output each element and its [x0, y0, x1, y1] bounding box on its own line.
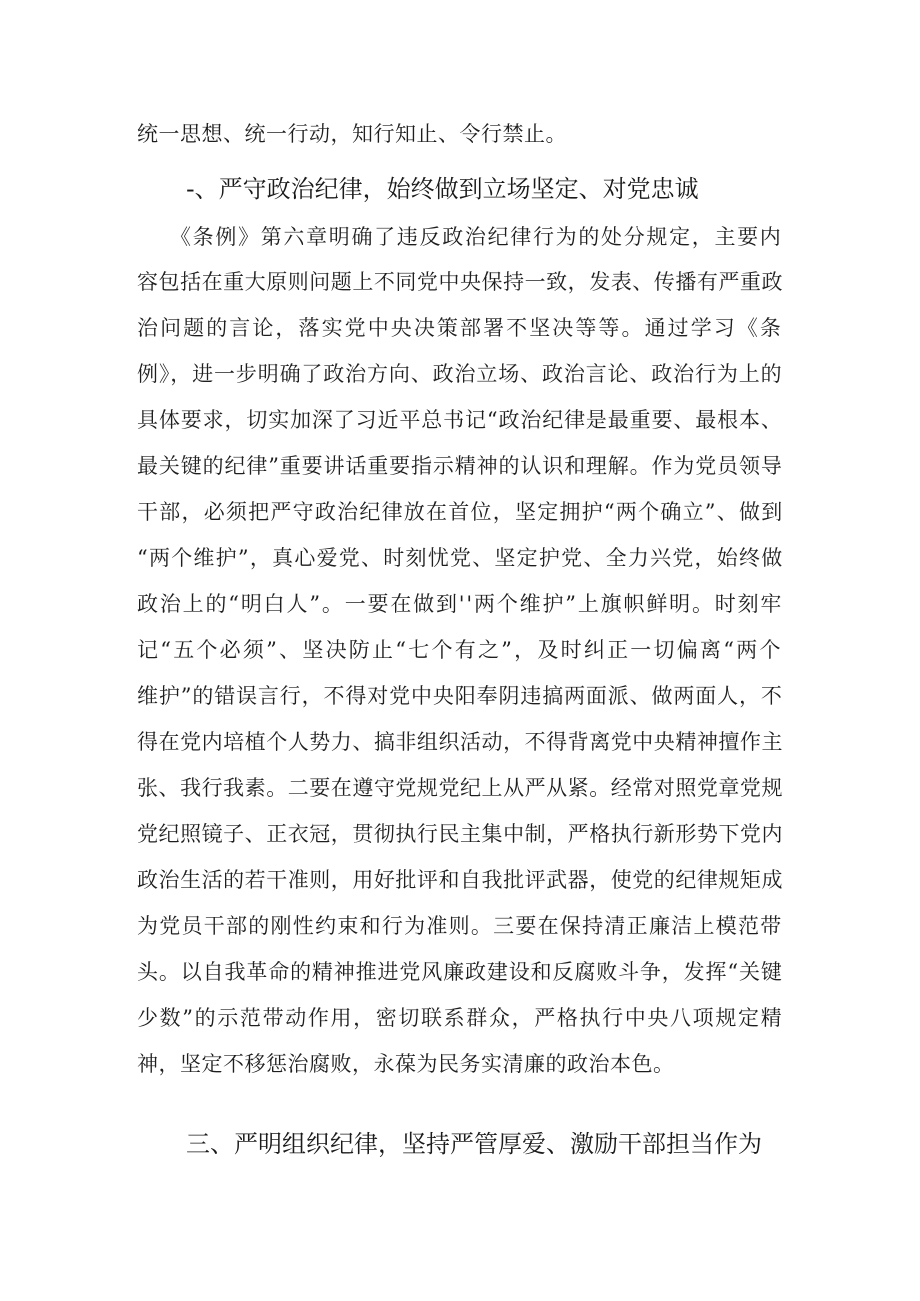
- paragraph-line: 记“五个必须”、坚决防止“七个有之”，及时纠正一切偏离“两个: [137, 638, 783, 662]
- paragraph-line: “两个维护”，真心爱党、时刻忧党、坚定护党、全力兴党，始终做: [137, 546, 784, 570]
- paragraph-line: 政治生活的若干准则，用好批评和自我批评武器，使党的纪律规矩成: [137, 868, 783, 892]
- paragraph-line: 得在党内培植个人势力、搞非组织活动，不得背离党中央精神擅作主: [137, 730, 783, 754]
- paragraph-line: 治问题的言论，落实党中央决策部署不坚决等等。通过学习《条: [137, 316, 783, 340]
- paragraph-line: 最关键的纪律”重要讲话重要指示精神的认识和理解。作为党员领导: [137, 454, 783, 478]
- paragraph-line: 干部，必须把严守政治纪律放在首位，坚定拥护“两个确立”、做到: [137, 500, 784, 524]
- paragraph-line: 《条例》第六章明确了违反政治纪律行为的处分规定，主要内: [170, 225, 783, 249]
- paragraph-line: 头。以自我革命的精神推进党风廉政建设和反腐败斗争，发挥“关键: [137, 960, 783, 984]
- paragraph-line: 容包括在重大原则问题上不同党中央保持一致，发表、传播有严重政: [137, 270, 783, 294]
- paragraph-line: 党纪照镜子、正衣冠，贯彻执行民主集中制，严格执行新形势下党内: [137, 822, 783, 846]
- paragraph-line: 维护”的错误言行，不得对党中央阳奉阴违搞两面派、做两面人，不: [137, 684, 783, 708]
- paragraph-line: 张、我行我素。二要在遵守党规党纪上从严从紧。经常对照党章党规: [137, 776, 783, 800]
- paragraph-line: 神，坚定不移惩治腐败，永葆为民务实清廉的政治本色。: [137, 1052, 675, 1076]
- section-heading-organizational-discipline: 三、严明组织纪律，坚持严管厚爱、激励干部担当作为: [186, 1130, 762, 1158]
- intro-line: 统一思想、统一行动，知行知止、令行禁止。: [137, 122, 567, 146]
- paragraph-line: 具体要求，切实加深了习近平总书记“政治纪律是最重要、最根本、: [137, 408, 783, 432]
- paragraph-line: 政治上的“明白人”。一要在做到''两个维护”上旗帜鲜明。时刻牢: [137, 592, 784, 616]
- paragraph-line: 为党员干部的刚性约束和行为准则。三要在保持清正廉洁上模范带: [137, 914, 783, 938]
- paragraph-line: 例》，进一步明确了政治方向、政治立场、政治言论、政治行为上的: [137, 362, 783, 386]
- paragraph-line: 少数”的示范带动作用，密切联系群众，严格执行中央八项规定精: [137, 1006, 784, 1030]
- section-heading-political-discipline: -、严守政治纪律，始终做到立场坚定、对党忠诚: [186, 175, 699, 203]
